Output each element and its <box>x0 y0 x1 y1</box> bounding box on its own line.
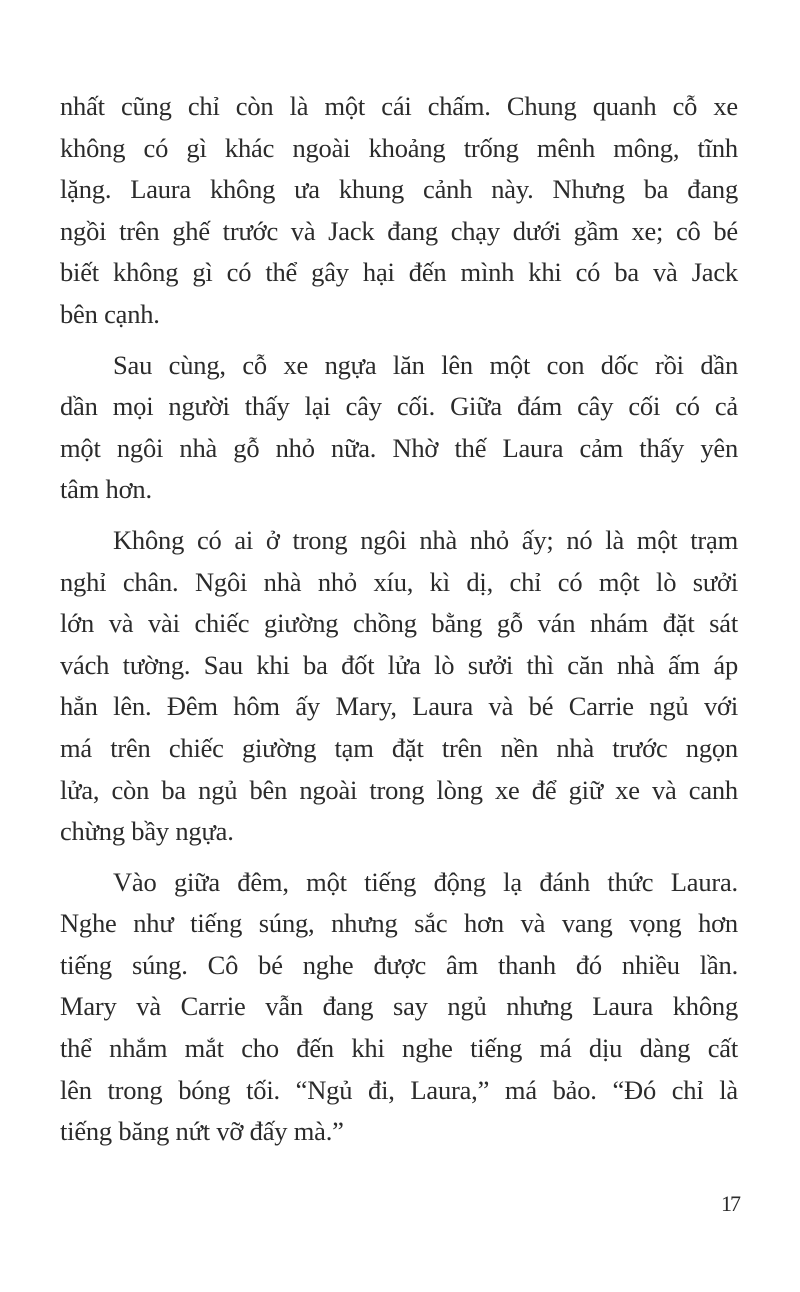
text-line: tiếng súng. Cô bé nghe được âm thanh đó nhiều lần. <box>60 949 738 980</box>
text-line: tiếng băng nứt vỡ đấy mà.” <box>60 1116 344 1147</box>
text-line: chừng bầy ngựa. <box>60 816 234 847</box>
text-line: Nghe như tiếng súng, nhưng sắc hơn và vang vọng hơn <box>60 908 738 939</box>
text-line: lớn và vài chiếc giường chồng bằng gỗ ván nhám đặt sát <box>60 608 738 639</box>
text-line: biết không gì có thể gây hại đến mình khi có ba và Jack <box>60 257 738 288</box>
text-line: lặng. Laura không ưa khung cảnh này. Nhưng ba đang <box>60 174 738 205</box>
text-line: lửa, còn ba ngủ bên ngoài trong lòng xe để giữ xe và canh <box>60 774 738 805</box>
paragraph-1 <box>60 86 738 336</box>
page-number: 17 <box>721 1191 739 1216</box>
paragraph-3 <box>60 520 738 853</box>
text-line: Sau cùng, cỗ xe ngựa lăn lên một con dốc rồi dần <box>113 349 738 380</box>
text-line: không có gì khác ngoài khoảng trống mênh mông, tĩnh <box>60 132 738 163</box>
text-line: Mary và Carrie vẫn đang say ngủ nhưng Laura không <box>60 991 738 1022</box>
text-line: một ngôi nhà gỗ nhỏ nữa. Nhờ thế Laura cảm thấy yên <box>60 432 738 463</box>
paragraph-2 <box>60 345 738 511</box>
text-line: lên trong bóng tối. “Ngủ đi, Laura,” má bảo. “Đó chỉ là <box>60 1074 738 1105</box>
text-line: thể nhắm mắt cho đến khi nghe tiếng má dịu dàng cất <box>60 1033 738 1064</box>
paragraph-4 <box>60 862 738 1153</box>
text-line: ngồi trên ghế trước và Jack đang chạy dưới gầm xe; cô bé <box>60 215 738 246</box>
text-line: Không có ai ở trong ngôi nhà nhỏ ấy; nó là một trạm <box>113 524 738 555</box>
text-line: bên cạnh. <box>60 298 160 329</box>
text-line: nghỉ chân. Ngôi nhà nhỏ xíu, kì dị, chỉ có một lò sưởi <box>60 566 738 597</box>
text-line: hẳn lên. Đêm hôm ấy Mary, Laura và bé Carrie ngủ với <box>60 691 738 722</box>
text-line: tâm hơn. <box>60 474 152 505</box>
text-line: Vào giữa đêm, một tiếng động lạ đánh thức Laura. <box>113 866 738 897</box>
text-line: dần mọi người thấy lại cây cối. Giữa đám cây cối có cả <box>60 391 738 422</box>
body-text <box>60 86 738 1162</box>
text-line: vách tường. Sau khi ba đốt lửa lò sưởi thì căn nhà ấm áp <box>60 649 738 680</box>
text-line: nhất cũng chỉ còn là một cái chấm. Chung quanh cỗ xe <box>60 91 738 121</box>
text-line: má trên chiếc giường tạm đặt trên nền nhà trước ngọn <box>60 732 738 763</box>
